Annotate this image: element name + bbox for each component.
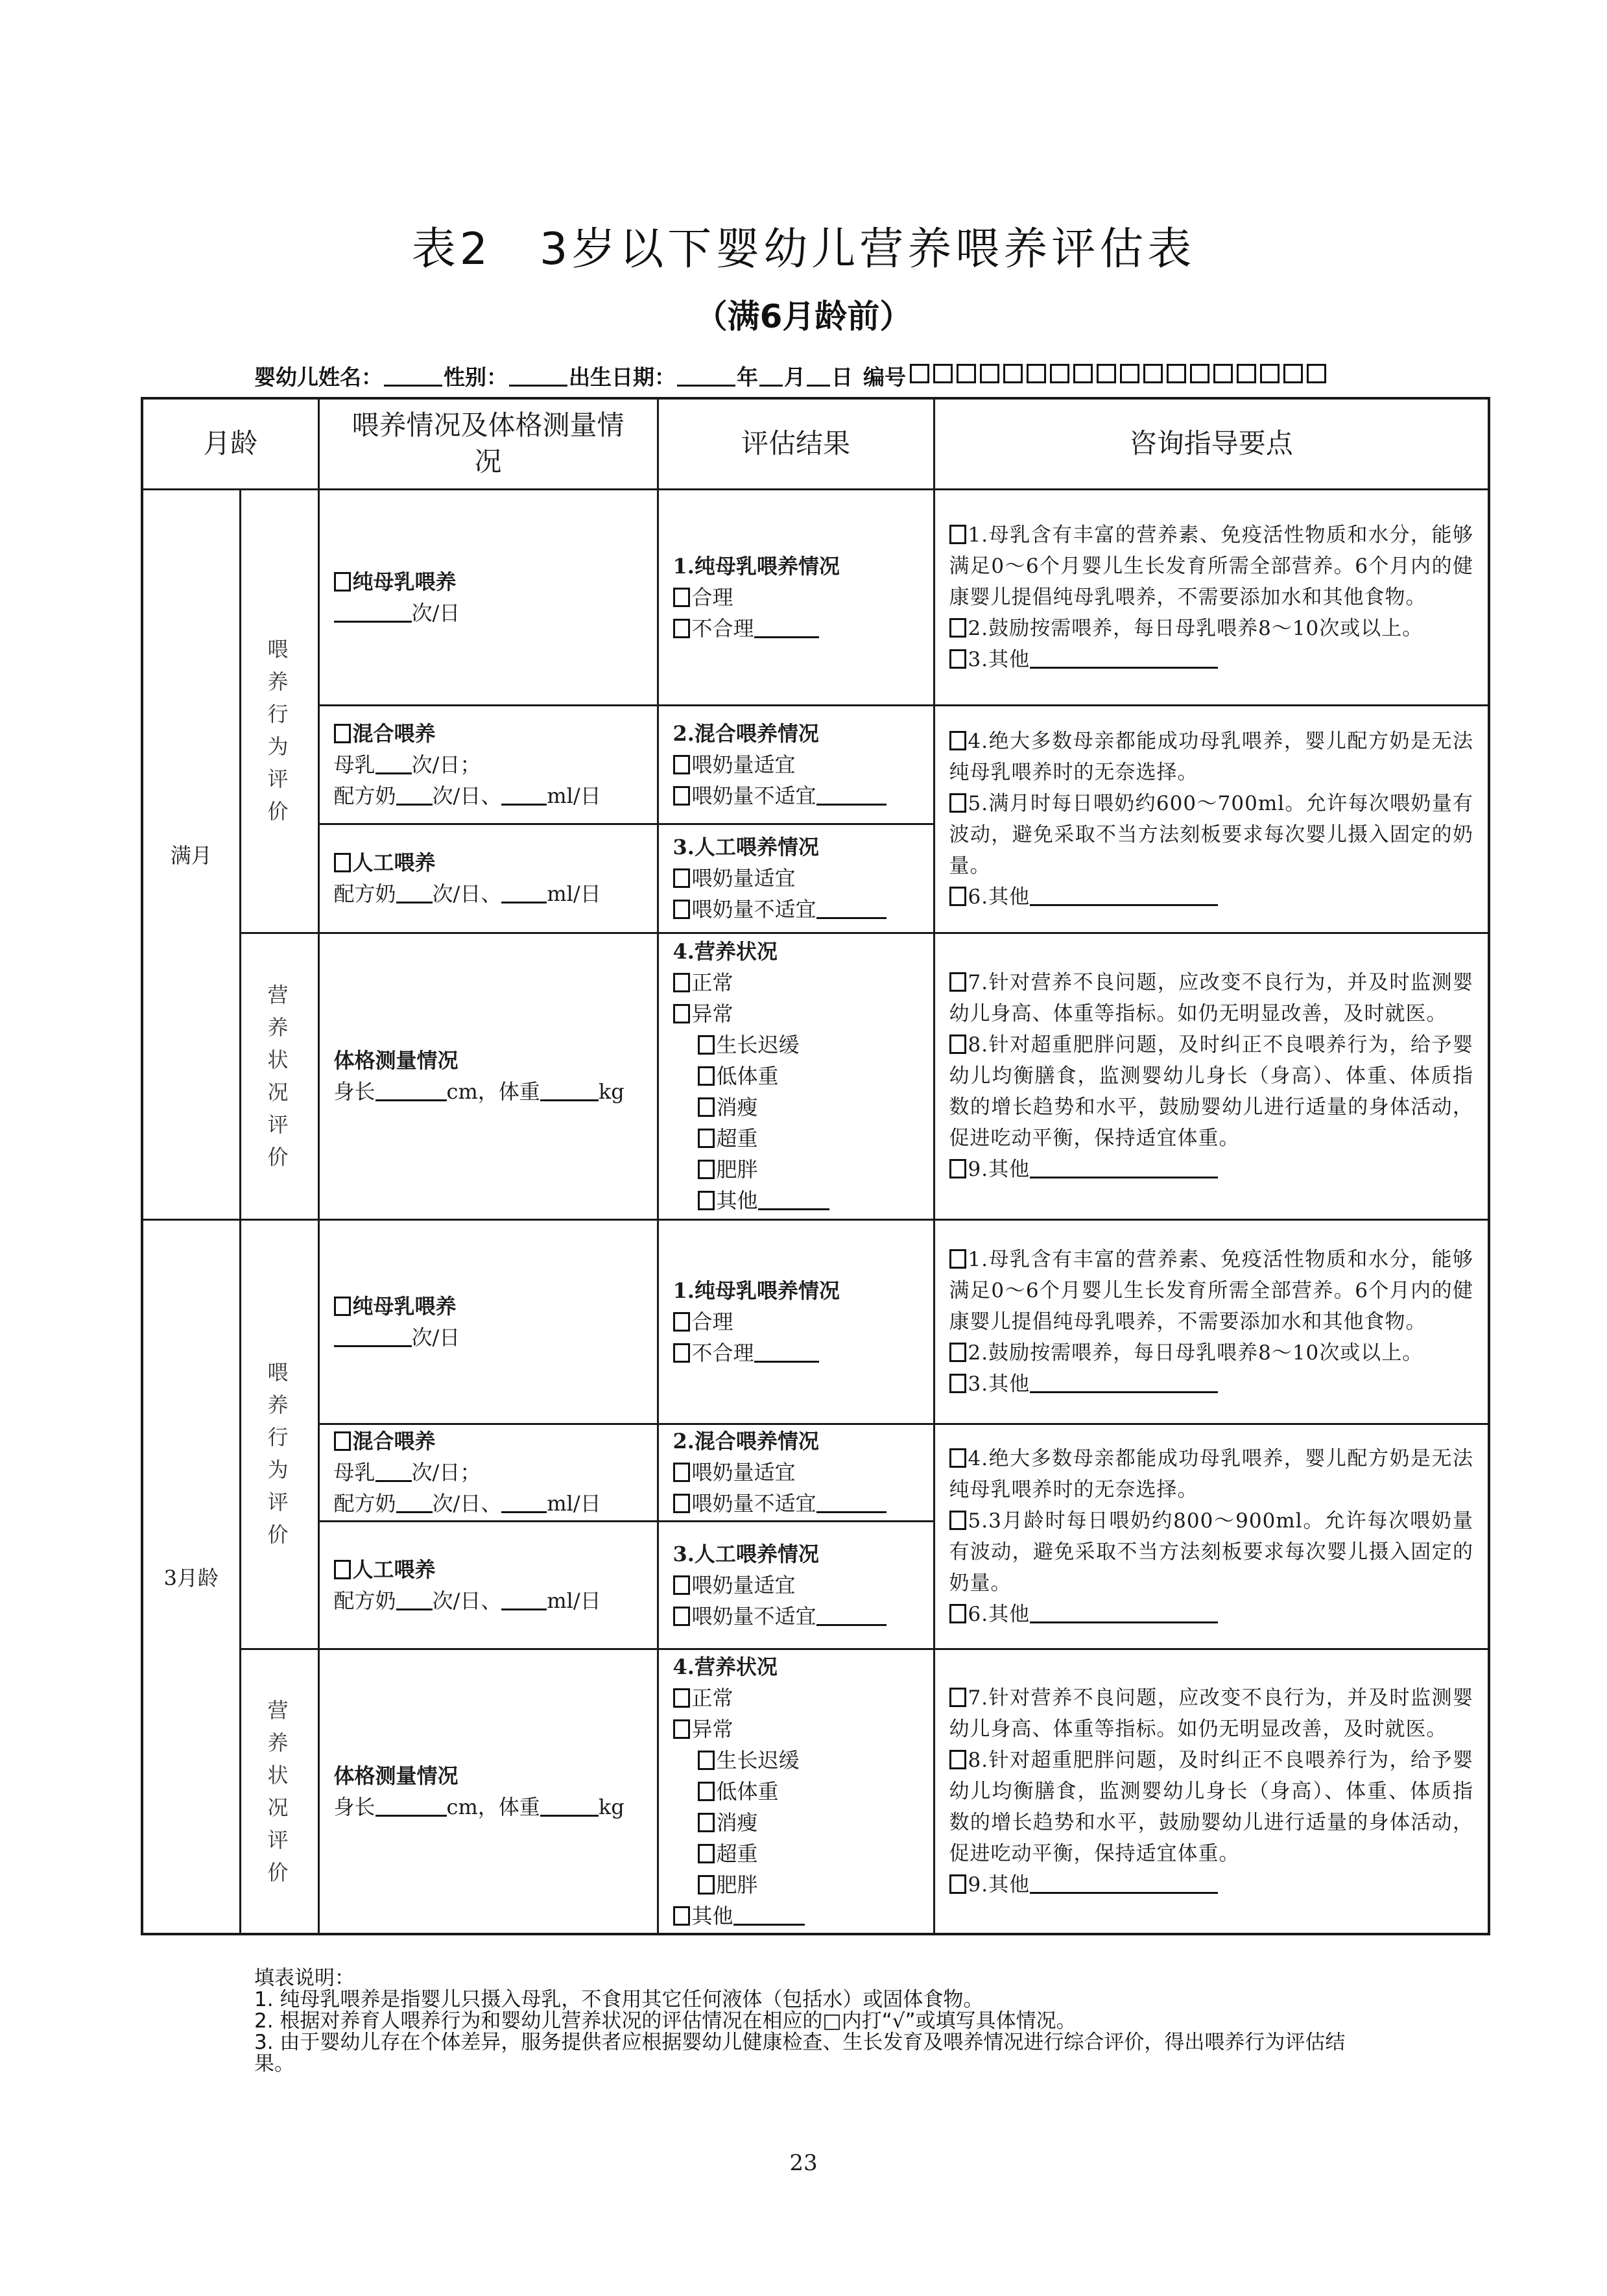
notes-title: 填表说明： bbox=[254, 1967, 355, 1990]
note-item: 3. 由于婴幼儿存在个体差异，服务提供者应根据婴幼儿健康检查、生长发育及喂养情况进行综合评价，得出喂养行为评估结果。 bbox=[254, 2031, 1346, 2075]
checkbox[interactable] bbox=[673, 1906, 690, 1926]
fill-blank[interactable] bbox=[501, 1492, 547, 1513]
id-digit-box[interactable] bbox=[957, 364, 976, 383]
fill-blank[interactable] bbox=[334, 601, 412, 623]
id-digit-box[interactable] bbox=[910, 364, 929, 383]
guidance-checkbox[interactable] bbox=[949, 1750, 966, 1769]
result-artificial-feeding: 3.人工喂养情况 喂奶量适宜 喂奶量不适宜 bbox=[658, 1521, 934, 1649]
guidance-item: 7.针对营养不良问题，应改变不良行为，并及时监测婴幼儿身高、体重等指标。如仍无明显改善，及时就医。 bbox=[949, 1686, 1474, 1741]
checkbox[interactable] bbox=[673, 755, 690, 774]
result-mixed-feeding: 2.混合喂养情况 喂奶量适宜 喂奶量不适宜 bbox=[658, 1424, 934, 1521]
id-digit-box[interactable] bbox=[1027, 364, 1046, 383]
dob-year-field[interactable] bbox=[677, 365, 735, 387]
guidance-checkbox[interactable] bbox=[949, 525, 966, 544]
measurement-cell: 体格测量情况 身长 cm，体重 kg bbox=[318, 933, 658, 1219]
guidance-checkbox[interactable] bbox=[949, 1374, 966, 1393]
guidance-formula bbox=[934, 705, 1489, 933]
id-digit-box[interactable] bbox=[980, 364, 999, 383]
guidance-checkbox[interactable] bbox=[949, 1343, 966, 1362]
guidance-checkbox[interactable] bbox=[949, 1604, 966, 1623]
dob-label: 出生日期： bbox=[569, 365, 676, 390]
guidance-checkbox[interactable] bbox=[949, 1874, 966, 1894]
guidance-checkbox[interactable] bbox=[949, 1034, 966, 1054]
checkbox[interactable] bbox=[698, 1813, 715, 1832]
id-digit-box[interactable] bbox=[1190, 364, 1209, 383]
checkbox[interactable] bbox=[698, 1751, 715, 1770]
category-feeding-behavior: 喂养 行为 评价 bbox=[240, 1219, 318, 1649]
other-blank[interactable] bbox=[1030, 647, 1218, 669]
header-result: 评估结果 bbox=[658, 398, 934, 489]
guidance-checkbox[interactable] bbox=[949, 618, 966, 638]
other-blank[interactable] bbox=[1030, 1872, 1218, 1894]
mixed-feeding-cell: 混合喂养 母乳 次/日； 配方奶 次/日、 ml/日 bbox=[318, 705, 658, 824]
checkbox[interactable] bbox=[673, 786, 690, 806]
name-field[interactable] bbox=[384, 365, 442, 387]
id-label: 编号 bbox=[863, 365, 906, 390]
checkbox[interactable] bbox=[698, 1097, 715, 1117]
sex-field[interactable] bbox=[509, 365, 567, 387]
id-digit-box[interactable] bbox=[1307, 364, 1326, 383]
guidance-breastfeeding bbox=[934, 1219, 1489, 1424]
result-nutrition: 4.营养状况 正常 异常 生长迟缓 低体重 消瘦 超重 肥胖 其他 bbox=[658, 1649, 934, 1934]
guidance-item: 1.母乳含有丰富的营养素、免疫活性物质和水分，能够满足0～6个月婴儿生长发育所需全部营养。6个月内的健康婴儿提倡纯母乳喂养，不需要添加水和其他食物。 bbox=[949, 1247, 1474, 1333]
id-boxes[interactable] bbox=[906, 363, 1326, 389]
guidance-checkbox[interactable] bbox=[949, 731, 966, 750]
guidance-checkbox[interactable] bbox=[949, 1249, 966, 1269]
guidance-checkbox[interactable] bbox=[949, 1511, 966, 1530]
guidance-item: 4.绝大多数母亲都能成功母乳喂养，婴儿配方奶是无法纯母乳喂养时的无奈选择。 bbox=[949, 729, 1474, 784]
page-title: 表2 3岁以下婴幼儿营养喂养评估表 bbox=[411, 224, 1196, 275]
fill-blank[interactable] bbox=[375, 753, 412, 774]
fill-blank[interactable] bbox=[816, 784, 887, 806]
artificial-feeding-cell: 人工喂养 配方奶 次/日、 ml/日 bbox=[318, 824, 658, 933]
assessment-table bbox=[141, 397, 1490, 1935]
artificial-feeding-cell: 人工喂养 配方奶 次/日、 ml/日 bbox=[318, 1521, 658, 1649]
year-label: 年 bbox=[737, 365, 758, 390]
checkbox[interactable] bbox=[698, 1129, 715, 1148]
mixed-feeding-cell: 混合喂养 母乳 次/日； 配方奶 次/日、 ml/日 bbox=[318, 1424, 658, 1521]
row-nutrition-status bbox=[142, 933, 1489, 1219]
id-digit-box[interactable] bbox=[1167, 364, 1186, 383]
page-number: 23 bbox=[789, 2150, 818, 2176]
fill-blank[interactable] bbox=[816, 1605, 887, 1626]
checkbox[interactable] bbox=[698, 1782, 715, 1801]
guidance-formula bbox=[934, 1424, 1489, 1649]
other-blank[interactable] bbox=[1030, 1157, 1218, 1178]
category-nutrition-status: 营养 状况 评价 bbox=[240, 1649, 318, 1934]
checkbox[interactable] bbox=[673, 973, 690, 992]
checkbox[interactable] bbox=[698, 1066, 715, 1086]
id-digit-box[interactable] bbox=[1097, 364, 1116, 383]
result-breastfeeding: 1.纯母乳喂养情况 合理 不合理 bbox=[658, 1219, 934, 1424]
checkbox[interactable] bbox=[673, 1463, 690, 1482]
breastfeeding-checkbox[interactable] bbox=[334, 1297, 351, 1316]
guidance-item: 8.针对超重肥胖问题，及时纠正不良喂养行为，给予婴幼儿均衡膳食，监测婴幼儿身长（身高）、体重、体质指数的增长趋势和水平，鼓励婴幼儿进行适量的身体活动，促进吃动平衡，保持适宜体重。 bbox=[949, 1748, 1474, 1865]
row-breastfeeding bbox=[142, 1219, 1489, 1424]
checkbox[interactable] bbox=[673, 619, 690, 638]
checkbox[interactable] bbox=[698, 1160, 715, 1179]
note-item: 2. 根据对养育人喂养行为和婴幼儿营养状况的评估情况在相应的□内打“√”或填写具体情况。 bbox=[254, 2009, 1077, 2033]
checkbox[interactable] bbox=[673, 588, 690, 607]
guidance-item: 9.其他 bbox=[949, 1869, 1474, 1900]
checkbox[interactable] bbox=[698, 1875, 715, 1895]
weight-blank[interactable] bbox=[540, 1795, 599, 1817]
fill-blank[interactable] bbox=[396, 784, 433, 806]
artificial-feeding-checkbox[interactable] bbox=[334, 853, 351, 872]
height-blank[interactable] bbox=[375, 1795, 447, 1817]
result-mixed-feeding: 2.混合喂养情况 喂奶量适宜 喂奶量不适宜 bbox=[658, 705, 934, 824]
guidance-item: 1.母乳含有丰富的营养素、免疫活性物质和水分，能够满足0～6个月婴儿生长发育所需全部营养。6个月内的健康婴儿提倡纯母乳喂养，不需要添加水和其他食物。 bbox=[949, 523, 1474, 609]
id-digit-box[interactable] bbox=[1143, 364, 1163, 383]
fill-blank[interactable] bbox=[816, 1492, 887, 1513]
fill-blank[interactable] bbox=[754, 617, 819, 638]
fill-blank[interactable] bbox=[396, 1589, 433, 1610]
sex-label: 性别： bbox=[444, 365, 508, 390]
guidance-item: 3.其他 bbox=[949, 644, 1474, 675]
id-digit-box[interactable] bbox=[1283, 364, 1303, 383]
fill-blank[interactable] bbox=[501, 882, 547, 903]
month-label: 月 bbox=[784, 365, 805, 390]
fill-instructions bbox=[254, 1968, 1357, 2075]
artificial-feeding-checkbox[interactable] bbox=[334, 1560, 351, 1579]
category-feeding-behavior: 喂养 行为 评价 bbox=[240, 489, 318, 933]
guidance-item: 7.针对营养不良问题，应改变不良行为，并及时监测婴幼儿身高、体重等指标。如仍无明显改善，及时就医。 bbox=[949, 971, 1474, 1025]
fill-blank[interactable] bbox=[733, 1904, 805, 1926]
breastfeeding-checkbox[interactable] bbox=[334, 572, 351, 592]
mixed-feeding-checkbox[interactable] bbox=[334, 724, 351, 743]
guidance-item: 8.针对超重肥胖问题，及时纠正不良喂养行为，给予婴幼儿均衡膳食，监测婴幼儿身长（身高）、体重、体质指数的增长趋势和水平，鼓励婴幼儿进行适量的身体活动，促进吃动平衡，保持适宜体重。 bbox=[949, 1033, 1474, 1150]
weight-blank[interactable] bbox=[540, 1080, 599, 1101]
checkbox[interactable] bbox=[673, 900, 690, 919]
guidance-checkbox[interactable] bbox=[949, 887, 966, 906]
name-label: 婴幼儿姓名： bbox=[254, 365, 383, 390]
id-digit-box[interactable] bbox=[1050, 364, 1069, 383]
day-label: 日 bbox=[831, 365, 853, 390]
checkbox[interactable] bbox=[698, 1844, 715, 1863]
guidance-nutrition bbox=[934, 933, 1489, 1219]
guidance-checkbox[interactable] bbox=[949, 1448, 966, 1468]
guidance-item: 6.其他 bbox=[949, 881, 1474, 913]
row-nutrition-status bbox=[142, 1649, 1489, 1934]
dob-month-field[interactable] bbox=[759, 365, 783, 387]
header-guidance: 咨询指导要点 bbox=[934, 398, 1489, 489]
id-digit-box[interactable] bbox=[1073, 364, 1093, 383]
row-mixed-feeding bbox=[142, 1424, 1489, 1521]
fill-blank[interactable] bbox=[396, 882, 433, 903]
checkbox[interactable] bbox=[673, 1343, 690, 1363]
result-breastfeeding: 1.纯母乳喂养情况 合理 不合理 bbox=[658, 489, 934, 705]
guidance-checkbox[interactable] bbox=[949, 1688, 966, 1707]
checkbox[interactable] bbox=[673, 1688, 690, 1708]
guidance-item: 3.其他 bbox=[949, 1369, 1474, 1400]
guidance-item: 6.其他 bbox=[949, 1599, 1474, 1630]
checkbox[interactable] bbox=[673, 1719, 690, 1739]
checkbox[interactable] bbox=[698, 1035, 715, 1055]
exclusive-breastfeeding-cell: 纯母乳喂养 次/日 bbox=[318, 1219, 658, 1424]
fill-blank[interactable] bbox=[754, 1341, 819, 1363]
checkbox[interactable] bbox=[673, 1607, 690, 1626]
other-blank[interactable] bbox=[1030, 885, 1218, 906]
dob-day-field[interactable] bbox=[807, 365, 830, 387]
page-subtitle: （满6月龄前） bbox=[695, 298, 912, 335]
other-blank[interactable] bbox=[1030, 1602, 1218, 1623]
other-blank[interactable] bbox=[1030, 1372, 1218, 1393]
fill-blank[interactable] bbox=[396, 1492, 433, 1513]
fill-blank[interactable] bbox=[334, 1326, 412, 1347]
result-nutrition: 4.营养状况 正常 异常 生长迟缓 低体重 消瘦 超重 肥胖 其他 bbox=[658, 933, 934, 1219]
id-digit-box[interactable] bbox=[1003, 364, 1023, 383]
fill-blank[interactable] bbox=[501, 784, 547, 806]
guidance-checkbox[interactable] bbox=[949, 793, 966, 813]
id-digit-box[interactable] bbox=[933, 364, 953, 383]
fill-blank[interactable] bbox=[375, 1461, 412, 1482]
checkbox[interactable] bbox=[698, 1191, 715, 1210]
fill-blank[interactable] bbox=[758, 1189, 829, 1210]
row-breastfeeding bbox=[142, 489, 1489, 705]
id-digit-box[interactable] bbox=[1237, 364, 1256, 383]
checkbox[interactable] bbox=[673, 1575, 690, 1595]
guidance-item: 9.其他 bbox=[949, 1154, 1474, 1185]
guidance-nutrition bbox=[934, 1649, 1489, 1934]
guidance-checkbox[interactable] bbox=[949, 1159, 966, 1178]
month-age-label: 3月龄 bbox=[142, 1219, 240, 1934]
id-digit-box[interactable] bbox=[1260, 364, 1280, 383]
guidance-checkbox[interactable] bbox=[949, 649, 966, 669]
result-artificial-feeding: 3.人工喂养情况 喂奶量适宜 喂奶量不适宜 bbox=[658, 824, 934, 933]
checkbox[interactable] bbox=[673, 868, 690, 888]
checkbox[interactable] bbox=[673, 1312, 690, 1332]
measurement-cell: 体格测量情况 身长 cm，体重 kg bbox=[318, 1649, 658, 1934]
category-nutrition-status: 营养 状况 评价 bbox=[240, 933, 318, 1219]
exclusive-breastfeeding-cell: 纯母乳喂养 次/日 bbox=[318, 489, 658, 705]
guidance-item: 5.3月龄时每日喂奶约800～900ml。允许每次喂奶量有波动，避免采取不当方法刻板要求每次婴儿摄入固定的奶量。 bbox=[949, 1509, 1474, 1595]
header-feeding: 喂养情况及体格测量情况 bbox=[318, 398, 658, 489]
guidance-item: 2.鼓励按需喂养，每日母乳喂养8～10次或以上。 bbox=[949, 1337, 1474, 1369]
guidance-item: 4.绝大多数母亲都能成功母乳喂养，婴儿配方奶是无法纯母乳喂养时的无奈选择。 bbox=[949, 1446, 1474, 1501]
fill-blank[interactable] bbox=[501, 1589, 547, 1610]
guidance-checkbox[interactable] bbox=[949, 972, 966, 992]
header-month-age: 月龄 bbox=[142, 398, 318, 489]
checkbox[interactable] bbox=[673, 1004, 690, 1023]
mixed-feeding-checkbox[interactable] bbox=[334, 1431, 351, 1451]
guidance-item: 5.满月时每日喂奶约600～700ml。允许每次喂奶量有波动，避免采取不当方法刻板要求每次婴儿摄入固定的奶量。 bbox=[949, 791, 1474, 878]
guidance-breastfeeding bbox=[934, 489, 1489, 705]
month-age-label: 满月 bbox=[142, 489, 240, 1219]
guidance-item: 2.鼓励按需喂养，每日母乳喂养8～10次或以上。 bbox=[949, 613, 1474, 644]
id-digit-box[interactable] bbox=[1120, 364, 1139, 383]
row-mixed-feeding bbox=[142, 705, 1489, 824]
fill-blank[interactable] bbox=[816, 898, 887, 919]
height-blank[interactable] bbox=[375, 1080, 447, 1101]
note-item: 1. 纯母乳喂养是指婴儿只摄入母乳，不食用其它任何液体（包括水）或固体食物。 bbox=[254, 1988, 984, 2011]
id-digit-box[interactable] bbox=[1213, 364, 1233, 383]
checkbox[interactable] bbox=[673, 1494, 690, 1513]
child-info-line bbox=[254, 361, 1326, 391]
